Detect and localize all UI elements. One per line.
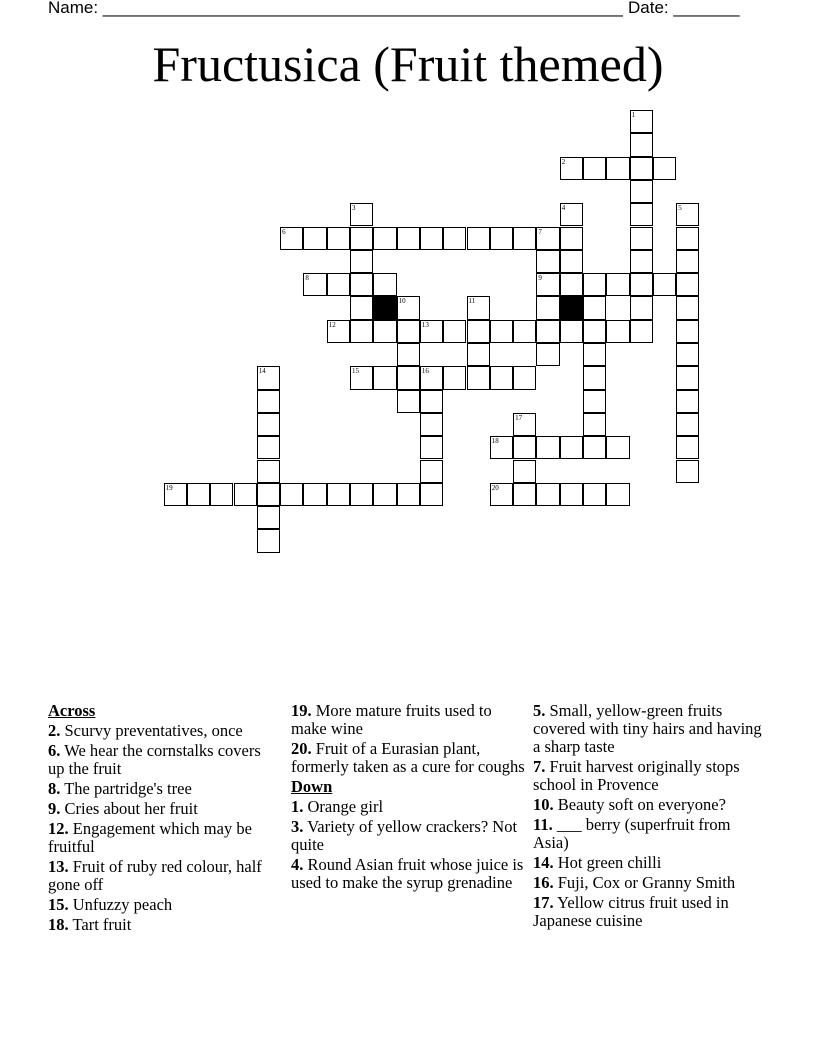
clue-number: 15.	[48, 895, 69, 914]
grid-cell[interactable]	[350, 320, 373, 343]
down-clue	[533, 702, 763, 756]
clue-text: Hot green chilli	[557, 853, 662, 872]
clue-number: 16.	[533, 873, 554, 892]
grid-cell[interactable]	[513, 320, 536, 343]
clue-text: Engagement which may be fruitful	[48, 819, 252, 856]
cell-number: 8	[305, 274, 309, 283]
grid-cell[interactable]	[630, 180, 653, 203]
grid-cell[interactable]	[467, 320, 490, 343]
grid-cell[interactable]	[583, 273, 606, 296]
grid-cell[interactable]	[373, 483, 396, 506]
grid-cell[interactable]	[513, 366, 536, 389]
grid-cell[interactable]	[583, 390, 606, 413]
grid-cell[interactable]	[536, 320, 559, 343]
grid-cell[interactable]	[676, 203, 699, 226]
clue-text: The partridge's tree	[64, 779, 192, 798]
grid-cell[interactable]	[630, 133, 653, 156]
grid-cell[interactable]	[536, 250, 559, 273]
black-square	[373, 296, 396, 319]
grid-cell[interactable]	[490, 227, 513, 250]
grid-cell[interactable]	[327, 227, 350, 250]
grid-cell[interactable]	[280, 227, 303, 250]
grid-cell[interactable]	[210, 483, 233, 506]
grid-cell[interactable]	[676, 296, 699, 319]
grid-cell[interactable]	[513, 436, 536, 459]
grid-cell[interactable]	[490, 436, 513, 459]
grid-cell[interactable]	[560, 483, 583, 506]
cell-number: 1	[631, 111, 636, 119]
grid-cell[interactable]	[397, 296, 420, 319]
grid-cell[interactable]	[676, 460, 699, 483]
across-clue	[48, 820, 280, 856]
clue-number: 3.	[291, 817, 304, 836]
grid-cell[interactable]	[350, 366, 373, 389]
down-clue	[533, 816, 763, 852]
grid-cell[interactable]	[443, 366, 466, 389]
grid-cell[interactable]	[420, 390, 443, 413]
clue-number: 10.	[533, 795, 554, 814]
grid-cell[interactable]	[467, 343, 490, 366]
grid-cell[interactable]	[420, 366, 443, 389]
grid-cell[interactable]	[420, 320, 443, 343]
cell-number: 4	[561, 204, 566, 213]
grid-cell[interactable]	[560, 203, 583, 226]
clue-text: Fruit harvest originally stops school in Provence	[533, 757, 740, 794]
clue-text: Scurvy preventatives, once	[64, 721, 243, 740]
grid-cell[interactable]	[583, 157, 606, 180]
clue-text: Beauty soft on everyone?	[557, 795, 726, 814]
grid-cell[interactable]	[350, 273, 373, 296]
cell-number: 7	[538, 227, 542, 236]
grid-cell[interactable]	[397, 366, 420, 389]
clue-text: More mature fruits used to make wine	[291, 701, 492, 738]
clue-text: Small, yellow-green fruits covered with tiny hairs and having a sharp taste	[533, 701, 762, 756]
grid-cell[interactable]	[373, 366, 396, 389]
clue-text: Variety of yellow crackers? Not quite	[291, 817, 518, 854]
clue-number: 20.	[291, 739, 312, 758]
grid-cell[interactable]	[513, 460, 536, 483]
cell-number: 6	[282, 227, 286, 236]
down-clue	[291, 818, 527, 854]
grid-cell[interactable]	[443, 227, 466, 250]
cell-number: 2	[561, 157, 566, 166]
across-clue	[48, 916, 280, 934]
grid-cell[interactable]	[583, 343, 606, 366]
grid-cell[interactable]	[327, 320, 350, 343]
grid-cell[interactable]	[606, 483, 629, 506]
clue-number: 8.	[48, 779, 61, 798]
across-clue	[48, 858, 280, 894]
grid-cell[interactable]	[257, 413, 280, 436]
cell-number: 5	[678, 204, 682, 213]
cell-number: 11	[468, 297, 476, 306]
clue-number: 7.	[533, 757, 546, 776]
grid-cell[interactable]	[350, 250, 373, 273]
grid-cell[interactable]	[630, 157, 653, 180]
clue-text: Orange girl	[307, 797, 384, 816]
grid-cell[interactable]	[536, 483, 559, 506]
grid-cell[interactable]	[420, 436, 443, 459]
across-clue	[48, 896, 280, 914]
clue-text: Tart fruit	[72, 915, 132, 934]
grid-cell[interactable]	[676, 320, 699, 343]
across-heading: Across	[48, 701, 96, 720]
grid-cell[interactable]	[257, 460, 280, 483]
clue-number: 13.	[48, 857, 69, 876]
clue-text: Fuji, Cox or Granny Smith	[557, 873, 736, 892]
grid-cell[interactable]	[280, 483, 303, 506]
clue-column-3	[533, 702, 763, 932]
grid-cell[interactable]	[630, 296, 653, 319]
clue-text: Fruit of ruby red colour, half gone off	[48, 857, 262, 894]
grid-cell[interactable]	[536, 227, 559, 250]
clue-number: 6.	[48, 741, 61, 760]
cell-number: 18	[491, 437, 499, 446]
grid-cell[interactable]	[257, 390, 280, 413]
grid-cell[interactable]	[536, 296, 559, 319]
grid-cell[interactable]	[420, 227, 443, 250]
grid-cell[interactable]	[630, 320, 653, 343]
grid-cell[interactable]	[327, 273, 350, 296]
date-field[interactable]: Date: _______	[628, 0, 740, 17]
grid-cell[interactable]	[560, 157, 583, 180]
clue-number: 12.	[48, 819, 69, 838]
grid-cell[interactable]	[630, 110, 653, 133]
grid-cell[interactable]	[606, 273, 629, 296]
grid-cell[interactable]	[583, 413, 606, 436]
grid-cell[interactable]	[490, 366, 513, 389]
clue-text: ___ berry (superfruit from Asia)	[533, 815, 731, 852]
grid-cell[interactable]	[560, 273, 583, 296]
grid-cell[interactable]	[676, 413, 699, 436]
clue-text: Cries about her fruit	[64, 799, 198, 818]
clue-number: 9.	[48, 799, 61, 818]
grid-cell[interactable]	[653, 157, 676, 180]
clue-text: Unfuzzy peach	[72, 895, 173, 914]
grid-cell[interactable]	[583, 296, 606, 319]
name-field[interactable]: Name: _______________________________________________________	[48, 0, 623, 17]
down-clue	[533, 854, 763, 872]
grid-cell[interactable]	[467, 296, 490, 319]
down-clue	[291, 856, 527, 892]
grid-cell[interactable]	[560, 250, 583, 273]
grid-cell[interactable]	[583, 436, 606, 459]
cell-number: 9	[538, 274, 542, 283]
black-square	[560, 296, 583, 319]
grid-cell[interactable]	[350, 483, 373, 506]
across-clue	[48, 800, 280, 818]
grid-cell[interactable]	[676, 343, 699, 366]
cell-number: 20	[491, 483, 499, 492]
across-clue	[291, 740, 527, 776]
grid-cell[interactable]	[653, 273, 676, 296]
grid-cell[interactable]	[257, 436, 280, 459]
grid-cell[interactable]	[676, 390, 699, 413]
clue-number: 18.	[48, 915, 69, 934]
grid-cell[interactable]	[303, 227, 326, 250]
grid-cell[interactable]	[583, 320, 606, 343]
grid-cell[interactable]	[257, 366, 280, 389]
cell-number: 17	[515, 413, 523, 422]
clue-column-2	[291, 702, 527, 894]
grid-cell[interactable]	[560, 320, 583, 343]
clue-number: 17.	[533, 893, 554, 912]
grid-cell[interactable]	[630, 273, 653, 296]
clue-number: 11.	[533, 815, 553, 834]
down-clue	[533, 796, 763, 814]
across-clue	[291, 702, 527, 738]
cell-number: 13	[421, 320, 429, 329]
grid-cell[interactable]	[676, 250, 699, 273]
grid-cell[interactable]	[257, 506, 280, 529]
grid-cell[interactable]	[397, 483, 420, 506]
grid-cell[interactable]	[606, 157, 629, 180]
grid-cell[interactable]	[560, 436, 583, 459]
clue-number: 4.	[291, 855, 304, 874]
grid-cell[interactable]	[676, 273, 699, 296]
grid-cell[interactable]	[164, 483, 187, 506]
grid-cell[interactable]	[257, 483, 280, 506]
grid-cell[interactable]	[234, 483, 257, 506]
clue-text: Round Asian fruit whose juice is used to make the syrup grenadine	[291, 855, 524, 892]
down-clue	[291, 798, 527, 816]
grid-cell[interactable]	[583, 366, 606, 389]
grid-cell[interactable]	[350, 203, 373, 226]
down-clue	[533, 874, 763, 892]
grid-cell[interactable]	[373, 227, 396, 250]
clue-number: 14.	[533, 853, 554, 872]
clue-text: Yellow citrus fruit used in Japanese cuisine	[533, 893, 729, 930]
grid-cell[interactable]	[630, 227, 653, 250]
cell-number: 10	[398, 297, 406, 306]
grid-cell[interactable]	[373, 273, 396, 296]
grid-cell[interactable]	[303, 483, 326, 506]
grid-cell[interactable]	[490, 483, 513, 506]
across-clue	[48, 780, 280, 798]
grid-cell[interactable]	[257, 529, 280, 552]
grid-cell[interactable]	[397, 320, 420, 343]
cell-number: 19	[165, 483, 173, 492]
grid-cell[interactable]	[513, 413, 536, 436]
cell-number: 3	[352, 204, 356, 213]
grid-cell[interactable]	[397, 390, 420, 413]
cell-number: 16	[421, 367, 429, 376]
clue-number: 5.	[533, 701, 546, 720]
down-clue	[533, 894, 763, 930]
grid-cell[interactable]	[630, 250, 653, 273]
grid-cell[interactable]	[397, 227, 420, 250]
grid-cell[interactable]	[443, 320, 466, 343]
cell-number: 15	[352, 367, 359, 376]
grid-cell[interactable]	[583, 483, 606, 506]
puzzle-title: Fructusica (Fruit themed)	[152, 36, 664, 92]
grid-cell[interactable]	[420, 413, 443, 436]
grid-cell[interactable]	[327, 483, 350, 506]
grid-cell[interactable]	[606, 320, 629, 343]
grid-cell[interactable]	[187, 483, 210, 506]
grid-cell[interactable]	[560, 227, 583, 250]
clue-number: 1.	[291, 797, 304, 816]
grid-cell[interactable]	[536, 273, 559, 296]
grid-cell[interactable]	[630, 203, 653, 226]
down-heading: Down	[291, 777, 333, 796]
grid-cell[interactable]	[676, 366, 699, 389]
grid-cell[interactable]	[536, 436, 559, 459]
grid-cell[interactable]	[420, 460, 443, 483]
grid-cell[interactable]	[373, 320, 396, 343]
grid-cell[interactable]	[536, 343, 559, 366]
cell-number: 14	[258, 367, 266, 376]
grid-cell[interactable]	[676, 436, 699, 459]
cell-number: 12	[328, 320, 336, 329]
down-clue	[533, 758, 763, 794]
clue-column-1	[48, 702, 280, 936]
across-clue	[48, 722, 280, 740]
grid-cell[interactable]	[606, 436, 629, 459]
grid-cell[interactable]	[467, 227, 490, 250]
grid-cell[interactable]	[513, 227, 536, 250]
grid-cell[interactable]	[676, 227, 699, 250]
clue-text: Fruit of a Eurasian plant, formerly taken as a cure for coughs	[291, 739, 525, 776]
grid-cell[interactable]	[513, 483, 536, 506]
grid-cell[interactable]	[420, 483, 443, 506]
grid-cell[interactable]	[397, 343, 420, 366]
grid-cell[interactable]	[350, 227, 373, 250]
across-clue	[48, 742, 280, 778]
grid-cell[interactable]	[490, 320, 513, 343]
grid-cell[interactable]	[303, 273, 326, 296]
grid-cell[interactable]	[350, 296, 373, 319]
clue-number: 19.	[291, 701, 312, 720]
clue-text: We hear the cornstalks covers up the fruit	[48, 741, 261, 778]
grid-cell[interactable]	[467, 366, 490, 389]
clue-number: 2.	[48, 721, 61, 740]
